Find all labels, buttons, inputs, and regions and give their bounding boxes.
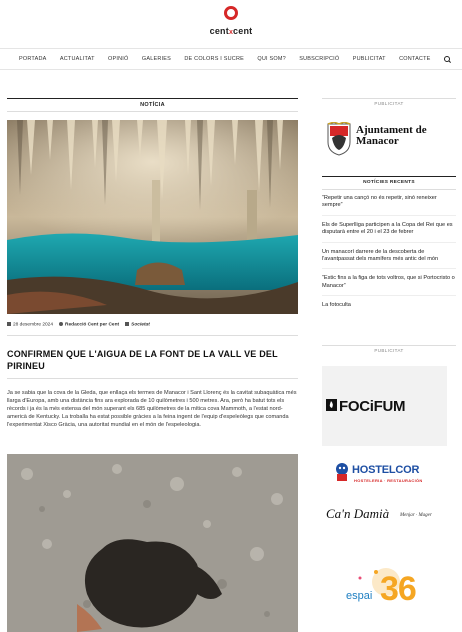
logo-word-1: cent [209, 26, 229, 36]
nav-item-actualitat[interactable]: ACTUALITAT [59, 56, 95, 62]
ajuntament-line1: Ajuntament de [356, 124, 427, 136]
user-icon [59, 322, 63, 326]
search-icon[interactable] [444, 56, 450, 62]
article-category[interactable]: Societat [131, 322, 150, 328]
main-navigation [0, 48, 462, 70]
recent-news-list [322, 195, 456, 321]
espai-word: espai [346, 590, 373, 602]
nav-item-publicitat[interactable]: PUBLICITAT [352, 56, 386, 62]
calendar-icon [7, 322, 11, 326]
logo-x: x [228, 29, 234, 36]
focifum-flame-icon [326, 398, 338, 412]
recent-news-item[interactable]: “Estic fins a la figa de tots voltros, que si Portocristo o Manacor” [322, 275, 456, 296]
recent-news-item[interactable]: Els de Superlliga participen a la Copa del Rei que es disputarà entre el 20 i el 23 de febrer [322, 222, 456, 243]
divider [7, 378, 298, 379]
section-label: NOTÍCIA [7, 98, 298, 112]
nav-item-subscripcio[interactable]: SUBSCRIPCIÓ [299, 56, 340, 62]
ajuntament-line2: Manacor [356, 135, 399, 147]
nav-item-contacte[interactable]: CONTACTE [399, 56, 431, 62]
nav-item-qui-som[interactable]: QUI SOM? [257, 56, 286, 62]
article-body: Ja se sabia que la cova de la Gleda, que enllaça els termes de Manacor i Sant Llorenç és la cavitat subaquàtica més llarga d'Europa, amb una distància fins ara explorada de 10 quilòmetres i 500 metres. Ara, però ha batut tots els rècords i ja és la més extensa del món superant els 685 quilòmetres de la mítica cova Mammoth, a l'estat nord-americà de Kentucky. La troballa ha estat possible gràcies a la feina ingent de l'equip d'espeleòlegs que comanda l'experimentat Xisco Gràcia, una autoritat mundial en el món de l'espeleologia. [7, 390, 297, 428]
manacor-crest-icon [326, 122, 352, 156]
focifum-ad[interactable] [322, 366, 447, 446]
article-column [7, 98, 298, 428]
focifum-wordmark: FOCiFUM [339, 398, 406, 415]
candamia-wordmark: Ca'n Damià [326, 506, 390, 521]
article-title: CONFIRMEN QUE L'AIGUA DE LA FONT DE LA VALL VE DEL PIRINEU [7, 349, 278, 371]
recent-news-label: NOTÍCIES RECENTS [322, 176, 456, 190]
recent-news-item[interactable]: La fotoculta [322, 302, 351, 309]
ajuntament-manacor-ad[interactable] [326, 120, 438, 160]
advert-label: PUBLICITAT [322, 345, 456, 356]
recent-news-item[interactable]: Un manacorí darrere de la descoberta de l'avantpassat dels mamífers més antic del món [322, 249, 456, 270]
nav-item-galeries[interactable]: GALERIES [141, 56, 171, 62]
hostelcor-tagline: HOSTELERIA · RESTAURACIÓN [354, 478, 423, 483]
candamia-tagline: Menjar · Mager [400, 513, 432, 518]
sidebar [322, 98, 456, 608]
cave-photo[interactable] [7, 120, 298, 314]
espai36-ad[interactable] [346, 564, 436, 624]
article-date: 28 desembre 2024 [13, 322, 54, 328]
espai-number: 36 [380, 570, 416, 608]
article-author[interactable]: Redacció Cent per Cent [65, 322, 120, 328]
folder-icon [125, 322, 129, 326]
hostelcor-mascot-icon [334, 462, 350, 482]
logo-word-2: cent [233, 26, 253, 36]
hostelcor-wordmark: HOSTELCOR [352, 464, 420, 476]
advert-label: PUBLICITAT [322, 98, 456, 109]
article-meta [7, 321, 150, 329]
nav-item-de-colors-i-sucre[interactable]: DE COLORS I SUCRE [184, 56, 245, 62]
site-logo[interactable] [0, 6, 462, 36]
nav-item-portada[interactable]: PORTADA [19, 56, 47, 62]
logo-circle-icon [224, 6, 238, 20]
candamia-ad[interactable] [326, 506, 446, 528]
pavement-photo[interactable] [7, 454, 298, 632]
recent-news-item[interactable]: “Repetir una cançó no és repetir, sinó reneixer sempre” [322, 195, 456, 216]
divider [7, 335, 298, 336]
hostelcor-ad[interactable] [334, 462, 444, 490]
nav-item-opinio[interactable]: OPINIÓ [108, 56, 129, 62]
